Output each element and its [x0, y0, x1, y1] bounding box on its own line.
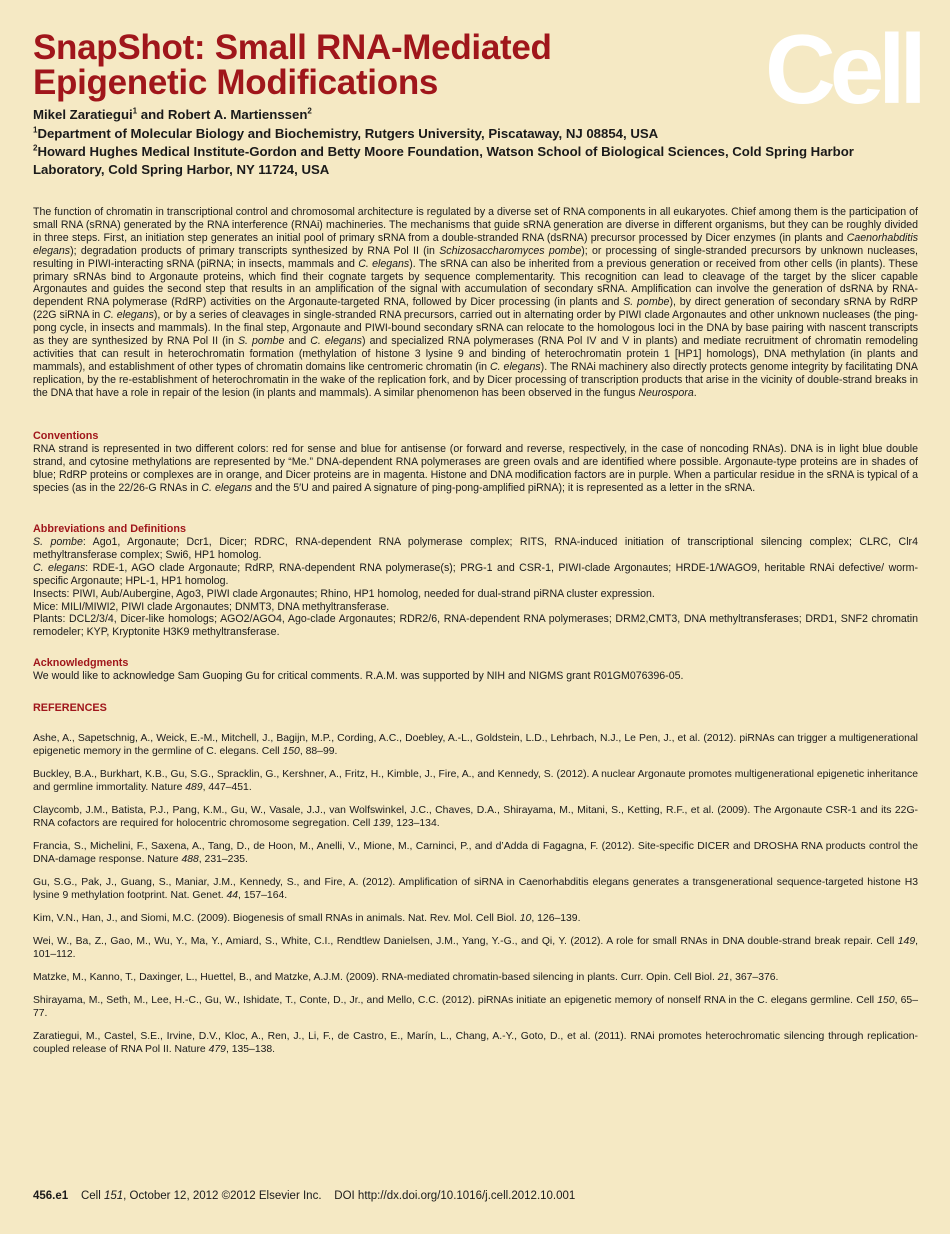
abbrev-item	[33, 536, 918, 562]
abbrev-label: S. pombe	[33, 536, 83, 548]
author-2-sup: 2	[307, 106, 312, 116]
reference-pages: , 101–112.	[33, 936, 918, 960]
footer-journal: Cell	[80, 1190, 104, 1202]
reference-item	[33, 913, 918, 926]
reference-text: Shirayama, M., Seth, M., Lee, H.-C., Gu, W., Ishidate, T., Conte, D., Jr., and Mello, C.C. (2012). piRNAs initiate an epigenetic memory of nonself RNA in the C. elegans germline. Cell	[33, 995, 878, 1007]
abbreviations-heading: Abbreviations and Definitions	[33, 523, 186, 535]
reference-pages: , 65–77.	[33, 995, 918, 1020]
reference-text: Zaratiegui, M., Castel, S.E., Irvine, D.V., Kloc, A., Ren, J., Li, F., de Castro, E., Marín, L., Chang, A.-Y., Goto, D., et al. (2011). RNAi promotes heterochromatic silencing through replication-coupled release of RNA Pol II. Nature	[33, 1031, 918, 1056]
author-1: Mikel Zaratiegui	[33, 107, 133, 122]
abbrev-item	[33, 613, 918, 639]
reference-volume: 150	[282, 745, 300, 757]
intro-paragraph	[33, 206, 918, 400]
affiliation-1	[33, 125, 903, 143]
abbrev-text: Mice: MILI/MIWI2, PIWI clade Argonautes; DNMT3, DNA methyltransferase.	[33, 600, 390, 613]
intro-species: C. elegans	[358, 257, 410, 270]
intro-text: ); degradation products of primary transcripts synthesized by RNA Pol II (in	[70, 244, 440, 257]
affiliation-1-text: Department of Molecular Biology and Biochemistry, Rutgers University, Piscataway, NJ 08854, USA	[37, 126, 659, 141]
reference-volume: 489	[185, 781, 203, 793]
intro-species: C. elegans	[103, 309, 154, 322]
conventions-heading: Conventions	[33, 430, 99, 442]
reference-item	[33, 769, 918, 795]
intro-text: ); or processing of single-stranded precursors by unknown nucleases, resulting in PIWI-interacting sRNA (piRNA; in insects, mammals and	[33, 244, 919, 270]
reference-text: Matzke, M., Kanno, T., Daxinger, L., Huettel, B., and Matzke, A.J.M. (2009). RNA-mediated chromatin-based silencing in plants. Curr. Opin. Cell Biol.	[33, 972, 718, 984]
intro-text: The function of chromatin in transcriptional control and chromosomal architecture is regulated by a diverse set of RNA components in all eukaryotes. Chief among them is the participation of small RNA (sRNA) generated by the RNA interference (RNAi) machineries. The mechanisms that guide sRNA generation are diverse in different organisms, but they can be roughly divided in three steps. First, an initiation step generates an initial pool of primary sRNA from a double-stranded RNA (dsRNA) precursor processed by Dicer enzymes (in plants and	[33, 206, 918, 244]
intro-text: ), by direct generation of secondary sRNA by RdRP (22G siRNA in	[33, 296, 918, 322]
affiliation-1-sup: 1	[33, 125, 38, 135]
authors-and: and	[137, 107, 168, 122]
reference-text: Claycomb, J.M., Batista, P.J., Pang, K.M., Gu, W., Vasale, J.J., van Wolfswinkel, J.C., Chaves, D.A., Shirayama, M., Mitani, S., Ketting, R.F., et al. (2009). The Argonaute CSR-1 and its 22G-RNA cofactors are required for holocentric chromosome segregation. Cell	[33, 805, 918, 829]
reference-volume: 150	[877, 995, 895, 1007]
affiliation-2-sup: 2	[33, 143, 38, 153]
reference-pages: , 447–451.	[202, 781, 252, 793]
intro-species: S. pombe	[623, 296, 670, 309]
abbrev-text: : RDE-1, AGO clade Argonaute; RdRP, RNA-dependent RNA polymerase(s); PRG-1 and CSR-1, PIWI-clade Argonautes; HRDE-1/WAGO9, heritable RNAi defective/ worm-specific Argonaute; HPL-1, HP1 homolog.	[33, 561, 918, 587]
references-heading-block	[33, 702, 918, 715]
abbrev-item	[33, 588, 918, 601]
authors	[33, 106, 312, 124]
title-line-2: Epigenetic Modifications	[33, 63, 439, 102]
abbreviations-section	[33, 523, 918, 639]
reference-volume: 488	[181, 853, 199, 865]
intro-species: Caenorhabditis elegans	[33, 231, 918, 257]
reference-item	[33, 972, 918, 985]
intro-text: ) and specialized RNA polymerases (RNA Pol IV and V in plants) and mediate recruitment of chromatin remodeling activities that can result in heterochromatin formation (methylation of histone 3 lysine 9 and binding of heterochromatin protein 1 [HP1] homologs), DNA methylation (in plants and mammals), and establishment of other types of chromatin domains like centromeric chromatin (in	[33, 335, 918, 373]
intro-text: ). The sRNA can also be inherited from a previous generation or received from other cells (in plants). These primary sRNAs bind to Argonaute proteins, which find their cognate targets by sequence complementarity. This recognition can lead to cleavage of the target by the slicer capable Argonautes and guides the second step that results in an amplification of the signal with accumulation of secondary sRNA. Amplification can involve the generation of dsRNA by RNA-dependent RNA polymerase (RdRP) activities on the Argonaute-targeted RNA, followed by Dicer processing (in plants and	[33, 257, 918, 309]
intro-species: Neurospora	[638, 386, 694, 399]
reference-pages: , 135–138.	[225, 1044, 276, 1056]
reference-pages: , 157–164.	[238, 889, 288, 901]
abbrev-text: : Ago1, Argonaute; Dcr1, Dicer; RDRC, RNA-dependent RNA polymerase complex; RITS, RNA-induced initiation of transcriptional silencing complex; CLRC, Clr4 methyltransferase complex; Swi6, HP1 homolog.	[33, 536, 918, 561]
reference-volume: 10	[519, 913, 532, 924]
reference-item	[33, 995, 918, 1021]
abbrev-text: Insects: PIWI, Aub/Aubergine, Ago3, PIWI clade Argonautes; Rhino, HP1 homolog, needed for dual-strand piRNA cluster expression.	[33, 587, 655, 600]
intro-species: S. pombe	[237, 335, 285, 348]
page-number: 456.e1	[33, 1190, 69, 1202]
reference-text: Kim, V.N., Han, J., and Siomi, M.C. (2009). Biogenesis of small RNAs in animals. Nat. Rev. Mol. Cell Biol.	[33, 913, 520, 924]
reference-text: Francia, S., Michelini, F., Saxena, A., Tang, D., de Hoon, M., Anelli, V., Mione, M., Carninci, P., and d’Adda di Fagagna, F. (2012). Site-specific DICER and DROSHA RNA products control the DNA-damage response. Nature	[33, 841, 918, 865]
intro-species: C. elegans	[490, 360, 541, 373]
intro-species: Schizosaccharomyces pombe	[439, 244, 582, 257]
references-heading: REFERENCES	[33, 702, 107, 714]
reference-pages: , 367–376.	[729, 972, 779, 984]
reference-item	[33, 877, 918, 903]
page-footer	[33, 1189, 575, 1203]
reference-volume: 479	[208, 1044, 226, 1056]
abbrev-text: Plants: DCL2/3/4, Dicer-like homologs; AGO2/AGO4, Ago-clade Argonautes; RDR2/6, RNA-dependent RNA polymerases; DRM2,CMT3, DNA methyltransferases; DRD1, SNF2 chromatin remodeler; KYP, Kryptonite H3K9 methyltransferase.	[33, 613, 918, 639]
references-list	[33, 733, 918, 1067]
affiliation-2	[33, 143, 903, 179]
reference-pages: , 123–134.	[390, 817, 440, 829]
acknowledgments-text: We would like to acknowledge Sam Guoping Gu for critical comments. R.A.M. was supported by NIH and NIGMS grant R01GM076396-05.	[33, 670, 684, 682]
footer-doi: DOI http://dx.doi.org/10.1016/j.cell.2012.10.001	[334, 1190, 576, 1202]
acknowledgments-heading: Acknowledgments	[33, 657, 129, 669]
conventions-text-part: and the 5′U and paired A signature of ping-pong-amplified piRNA); it is represented as a letter in the sRNA.	[252, 481, 756, 494]
footer-volume: 151	[103, 1190, 124, 1202]
article-title	[33, 30, 733, 100]
reference-text: Wei, W., Ba, Z., Gao, M., Wu, Y., Ma, Y., Amiard, S., White, C.I., Rendtlew Danielsen, J.M., Yang, Y.-G., and Qi, Y. (2012). A role for small RNAs in DNA double-strand break repair. Cell	[33, 936, 898, 948]
conventions-text-part: RNA strand is represented in two different colors: red for sense and blue for antisense (or forward and reverse, respectively, in the case of noncoding RNAs). DNA is in light blue double strand, and cytosine methylations are represented by “Me.” DNA-dependent RNA polymerases are green ovals and are identified where possible. Argonaute-type proteins are in shades of blue; RdRP proteins or complexes are in orange, and Dicer proteins are in magenta. Histone and DNA modification factors are in purple. When a particular residue in the sRNA is typical of a species (as in the 22/26-G RNAs in	[33, 443, 918, 494]
reference-item	[33, 805, 918, 831]
affiliation-2-text: Howard Hughes Medical Institute-Gordon and Betty Moore Foundation, Watson School of Biological Sciences, Cold Spring Harbor Laboratory, Cold Spring Harbor, NY 11724, USA	[33, 144, 854, 177]
author-2: Robert A. Martienssen	[167, 107, 308, 122]
reference-item	[33, 733, 918, 759]
title-line-1: SnapShot: Small RNA-Mediated	[33, 28, 552, 67]
affiliations	[33, 125, 903, 179]
intro-text: ), or by a series of cleavages in single-stranded RNA precursors, carried out in alternating order by PIWI clade Argonautes and other unknown nucleases (the ping-pong cycle, in insects and mammals). In the final step, Argonaute and PIWI-bound secondary sRNA can relocate to the homologous loci in the DNA by base pairing with nascent transcripts as they are synthesized by RNA Pol II (in	[33, 309, 918, 348]
footer-date: , October 12, 2012 ©2012 Elsevier Inc.	[123, 1190, 322, 1202]
reference-text: Ashe, A., Sapetschnig, A., Weick, E.-M., Mitchell, J., Bagijn, M.P., Cording, A.C., Doebley, A.-L., Goldstein, L.D., Lehrbach, N.J., Le Pen, J., et al. (2012). piRNAs can trigger a multigenerational epigenetic memory in the germline of C. elegans. Cell	[33, 733, 918, 757]
acknowledgments-section	[33, 657, 918, 683]
reference-text: Buckley, B.A., Burkhart, K.B., Gu, S.G., Spracklin, G., Kershner, A., Fritz, H., Kimble, J., Fire, A., and Kennedy, S. (2012). A nuclear Argonaute promotes multigenerational epigenetic inheritance and germline immortality. Nature	[33, 769, 918, 793]
reference-pages: , 126–139.	[531, 913, 581, 924]
reference-pages: , 88–99.	[299, 745, 338, 757]
intro-text: .	[693, 386, 697, 399]
reference-text: Gu, S.G., Pak, J., Guang, S., Maniar, J.M., Kennedy, S., and Fire, A. (2012). Amplification of siRNA in Caenorhabditis elegans generates a transgenerational sequence-targeted histone H3 lysine 9 methylation footprint. Nat. Genet.	[33, 877, 918, 901]
conventions-text	[33, 443, 918, 495]
reference-volume: 149	[897, 936, 916, 948]
reference-item	[33, 841, 918, 867]
reference-volume: 21	[717, 972, 730, 984]
abbrev-item	[33, 601, 918, 614]
intro-species: C. elegans	[310, 335, 362, 348]
cell-logo: Cell	[765, 14, 921, 124]
reference-pages: , 231–235.	[198, 853, 248, 865]
reference-item	[33, 936, 918, 962]
abbrev-label: C. elegans	[33, 561, 86, 574]
reference-item	[33, 1031, 918, 1057]
reference-volume: 139	[373, 817, 391, 829]
intro-text: ). The RNAi machinery also directly protects genome integrity by facilitating DNA replication, by the re-establishment of heterochromatin in the wake of the replication fork, and by Dicer processing of transcription products that arise in the vicinity of double-strand breaks in the DNA that have a role in repair of the lesion (in plants and mammals). A similar phenomenon has been observed in the fungus	[33, 360, 918, 399]
conventions-species: C. elegans	[201, 481, 253, 494]
author-1-sup: 1	[132, 106, 138, 116]
intro-text: and	[284, 335, 311, 348]
conventions-section	[33, 430, 918, 495]
abbrev-item	[33, 562, 918, 588]
reference-volume: 44	[226, 889, 239, 901]
